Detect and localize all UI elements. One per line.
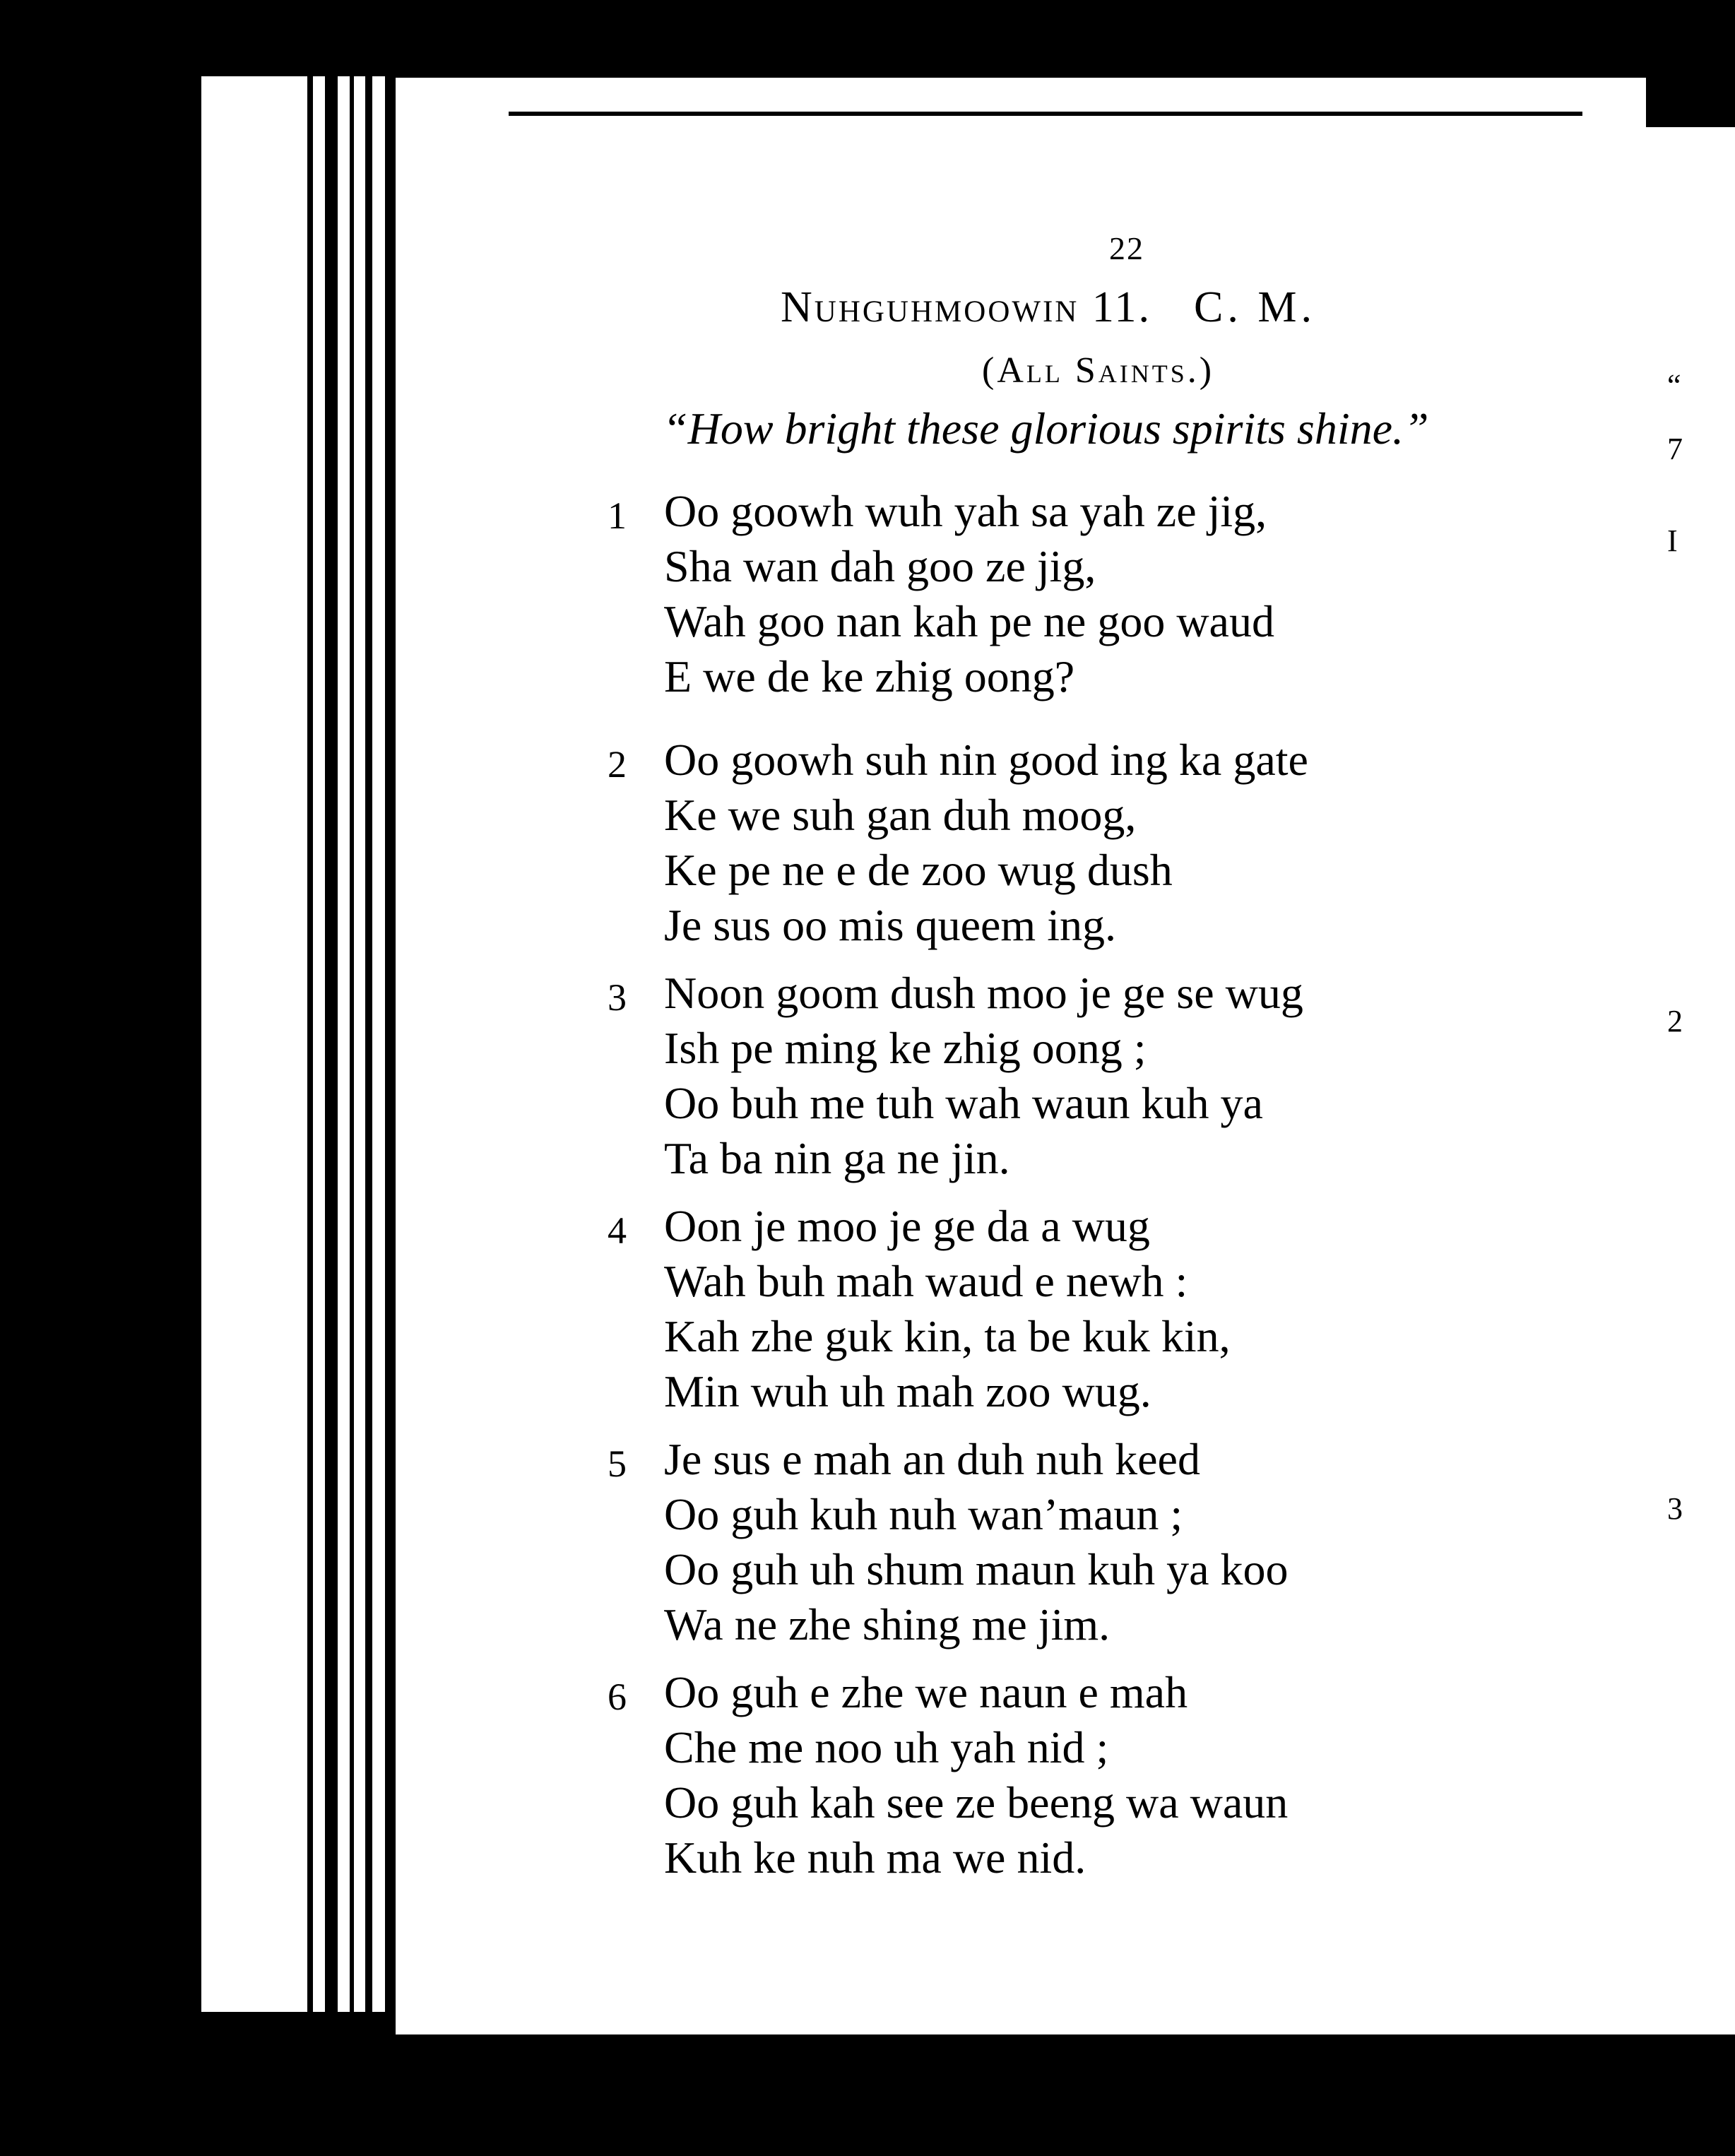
hymn-title <box>781 283 1316 333</box>
verse-line: Oo guh kuh nuh wan’maun ; <box>664 1489 1183 1539</box>
verse-line: Wa ne zhe shing me jim. <box>664 1599 1111 1649</box>
verse-number: 4 <box>608 1209 627 1252</box>
verse-number: 1 <box>608 494 627 537</box>
verse <box>608 966 1611 1186</box>
verse-line: Ke pe ne e de zoo wug dush <box>664 845 1173 895</box>
verse-line: E we de ke zhig oong? <box>664 651 1075 701</box>
next-page-fragment: I <box>1667 523 1678 558</box>
next-page-fragment: 7 <box>1667 432 1683 466</box>
verse-line: Oo guh e zhe we naun e mah <box>664 1667 1188 1717</box>
gutter-line <box>307 76 313 2012</box>
next-page-fragment: 3 <box>1667 1491 1683 1526</box>
english-first-line: “How bright these glorious spirits shine.” <box>663 403 1429 454</box>
verse-lines <box>664 1432 1611 1652</box>
verse <box>608 484 1611 704</box>
verse-line: Kah zhe guk kin, ta be kuk kin, <box>664 1311 1231 1361</box>
verse <box>608 733 1611 953</box>
verse-number: 6 <box>608 1676 627 1718</box>
verse-line: Che me noo uh yah nid ; <box>664 1722 1109 1772</box>
verse-line: Oo goowh wuh yah sa yah ze jig, <box>664 486 1267 536</box>
gutter-line <box>350 76 354 2012</box>
verse-line: Ke we suh gan duh moog, <box>664 790 1137 840</box>
verse-line: Oo guh uh shum maun kuh ya koo <box>664 1544 1289 1594</box>
verse-lines <box>664 733 1611 953</box>
verse-lines <box>664 484 1611 704</box>
next-page-fragment: “ <box>1667 368 1681 403</box>
verse <box>608 1665 1611 1885</box>
verse-line: Wah goo nan kah pe ne goo waud <box>664 596 1274 646</box>
hymnal-page <box>396 78 1646 2034</box>
verse-line: Wah buh mah waud e newh : <box>664 1256 1188 1306</box>
verse-lines <box>664 966 1611 1186</box>
verse-line: Oo goowh suh nin good ing ka gate <box>664 735 1308 785</box>
page-number: 22 <box>1109 230 1144 266</box>
verse-line: Oo guh kah see ze beeng wa waun <box>664 1777 1289 1828</box>
verse-number: 2 <box>608 743 627 786</box>
verse-line: Sha wan dah goo ze jig, <box>664 541 1096 591</box>
verse-lines <box>664 1665 1611 1885</box>
verse-line: Je sus oo mis queem ing. <box>664 900 1116 950</box>
hymn-meter: C. M. <box>1194 283 1317 331</box>
verses <box>608 484 1611 1885</box>
verse-line: Min wuh uh mah zoo wug. <box>664 1366 1151 1416</box>
top-rule <box>509 112 1582 116</box>
verse-line: Oon je moo je ge da a wug <box>664 1201 1150 1251</box>
next-page-fragment: 2 <box>1667 1004 1683 1038</box>
hymn-occasion: (All Saints.) <box>982 350 1215 391</box>
book-edge-left <box>201 76 385 2012</box>
verse-number: 3 <box>608 976 627 1019</box>
verse <box>608 1199 1611 1419</box>
verse-line: Ish pe ming ke zhig oong ; <box>664 1023 1147 1073</box>
hymn-title-text: Nuhguhmoowin 11. <box>781 283 1152 331</box>
next-page-strip <box>1646 127 1735 2034</box>
verse-line: Ta ba nin ga ne jin. <box>664 1133 1010 1183</box>
verse-line: Je sus e mah an duh nuh keed <box>664 1434 1200 1484</box>
gutter-line <box>365 76 372 2012</box>
verse-number: 5 <box>608 1443 627 1485</box>
verse-line: Noon goom dush moo je ge se wug <box>664 968 1303 1018</box>
gutter-line <box>325 76 338 2012</box>
verse-line: Kuh ke nuh ma we nid. <box>664 1832 1086 1883</box>
verse-line: Oo buh me tuh wah waun kuh ya <box>664 1078 1263 1128</box>
verse <box>608 1432 1611 1652</box>
verse-lines <box>664 1199 1611 1419</box>
